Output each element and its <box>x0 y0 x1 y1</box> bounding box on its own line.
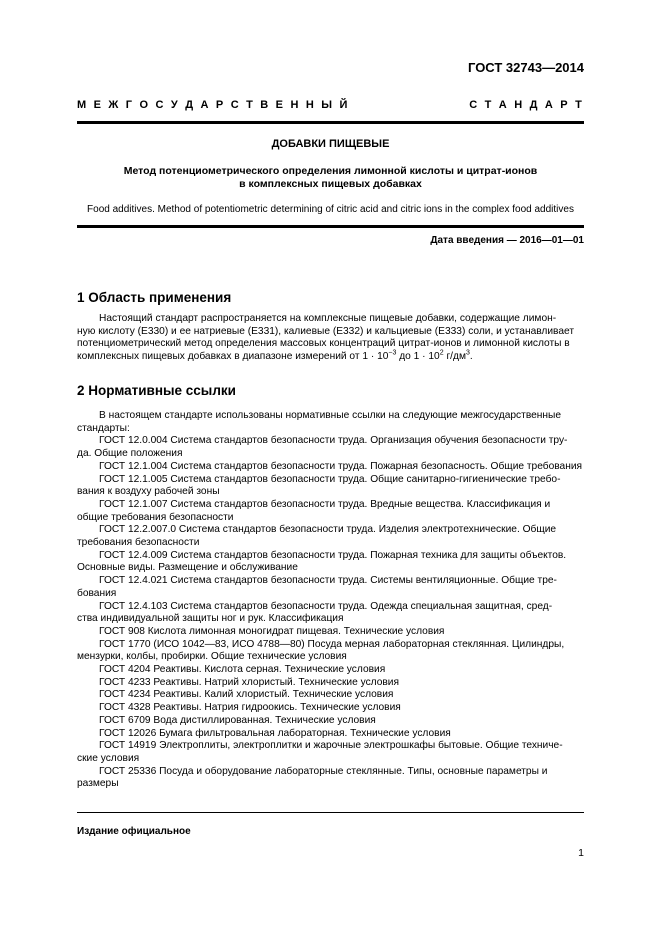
section-2-heading: 2 Нормативные ссылки <box>77 383 236 398</box>
range-exponent-1: −3 <box>388 349 397 357</box>
reference-item: ГОСТ 4204 Реактивы. Кислота серная. Технические условия <box>99 664 386 676</box>
range-exponent-2: 2 <box>439 349 444 357</box>
reference-item-continuation: вания к воздуху рабочей зоны <box>77 486 220 498</box>
reference-item-continuation: бования <box>77 587 117 599</box>
document-subtitle <box>77 165 584 191</box>
reference-item-continuation: ства индивидуальной защиты ног и рук. Классификация <box>77 613 344 625</box>
banner-interstate: М Е Ж Г О С У Д А Р С Т В Е Н Н Ы Й <box>77 99 350 111</box>
introduction-date: Дата введения — 2016—01—01 <box>430 235 584 246</box>
reference-item: ГОСТ 14919 Электроплиты, электроплитки и жарочные электрошкафы бытовые. Общие техниче- <box>99 740 563 752</box>
range-end: . <box>469 350 473 362</box>
reference-item: ГОСТ 12.2.007.0 Система стандартов безопасности труда. Изделия электротехнические. Общие <box>99 524 557 536</box>
subtitle-line-2: в комплексных пищевых добавках <box>239 178 422 190</box>
references-intro-line: стандарты: <box>77 422 130 434</box>
page-number: 1 <box>578 847 584 859</box>
reference-item: ГОСТ 1770 (ИСО 1042—83, ИСО 4788—80) Посуда мерная лабораторная стеклянная. Цилиндры, <box>99 638 565 650</box>
subtitle-line-1: Метод потенциометрического определения лимонной кислоты и цитрат-ионов <box>123 165 538 177</box>
range-unit-exponent: 3 <box>465 349 470 357</box>
section-1-line: потенциометрический метод определения массовых концентраций цитрат-ионов и лимонной кислоты в <box>77 338 570 350</box>
reference-item-continuation: мензурки, колбы, пробирки. Общие технические условия <box>77 651 347 663</box>
reference-item: ГОСТ 4328 Реактивы. Натрия гидроокись. Технические условия <box>99 702 401 714</box>
title-bottom-rule <box>77 225 584 228</box>
range-unit: г/дм <box>443 350 466 362</box>
top-rule <box>77 121 584 124</box>
standard-code: ГОСТ 32743—2014 <box>468 60 584 75</box>
banner-standard: С Т А Н Д А Р Т <box>469 99 584 111</box>
reference-item-continuation: общие требования безопасности <box>77 511 234 523</box>
english-title: Food additives. Method of potentiometric determining of citric acid and citric ions in the complex food additives <box>87 204 574 215</box>
reference-item: ГОСТ 4233 Реактивы. Натрий хлористый. Технические условия <box>99 676 400 688</box>
section-1-line: ную кислоту (Е330) и ее натриевые (Е331), калиевые (Е332) и кальциевые (Е333) соли, и устанавливает <box>77 325 575 337</box>
reference-item: ГОСТ 6709 Вода дистиллированная. Технические условия <box>99 714 376 726</box>
reference-item: ГОСТ 4234 Реактивы. Калий хлористый. Технические условия <box>99 689 394 701</box>
section-1-line-range <box>77 351 584 364</box>
reference-item-continuation: требования безопасности <box>77 537 200 549</box>
references-intro-line: В настоящем стандарте использованы нормативные ссылки на следующие межгосударственные <box>99 410 562 421</box>
reference-item-continuation: ские условия <box>77 752 140 764</box>
reference-item: ГОСТ 25336 Посуда и оборудование лабораторные стеклянные. Типы, основные параметры и <box>99 765 548 777</box>
reference-item-continuation: Основные виды. Размещение и обслуживание <box>77 562 298 574</box>
reference-item-continuation: размеры <box>77 778 119 790</box>
standard-banner <box>77 99 584 111</box>
reference-item: ГОСТ 12.4.021 Система стандартов безопасности труда. Системы вентиляционные. Общие тре- <box>99 575 557 587</box>
section-1-line: Настоящий стандарт распространяется на комплексные пищевые добавки, содержащие лимон- <box>99 313 557 324</box>
footer-rule <box>77 812 584 813</box>
reference-item-continuation: да. Общие положения <box>77 448 183 460</box>
section-1-heading: 1 Область применения <box>77 290 232 305</box>
reference-item: ГОСТ 908 Кислота лимонная моногидрат пищевая. Технические условия <box>99 625 445 637</box>
document-title: ДОБАВКИ ПИЩЕВЫЕ <box>271 138 390 150</box>
reference-item: ГОСТ 12.1.007 Система стандартов безопасности труда. Вредные вещества. Классификация и <box>99 498 551 510</box>
section-1-text <box>77 313 584 363</box>
reference-item: ГОСТ 12.0.004 Система стандартов безопасности труда. Организация обучения безопасности тру- <box>99 435 568 447</box>
reference-item: ГОСТ 12.1.005 Система стандартов безопасности труда. Общие санитарно-гигиенические требо- <box>99 473 561 485</box>
reference-item: ГОСТ 12.4.009 Система стандартов безопасности труда. Пожарная техника для защиты объектов. <box>99 549 567 561</box>
normative-references <box>77 410 584 791</box>
range-mid: до 1 · 10 <box>396 350 440 362</box>
reference-item: ГОСТ 12.1.004 Система стандартов безопасности труда. Пожарная безопасность. Общие требования <box>99 460 583 472</box>
reference-item: ГОСТ 12026 Бумага фильтровальная лабораторная. Технические условия <box>99 727 451 739</box>
range-start: комплексных пищевых добавках в диапазоне измерений от 1 · 10 <box>77 350 389 362</box>
official-edition-label: Издание официальное <box>77 826 191 837</box>
reference-item: ГОСТ 12.4.103 Система стандартов безопасности труда. Одежда специальная защитная, сред- <box>99 600 553 612</box>
